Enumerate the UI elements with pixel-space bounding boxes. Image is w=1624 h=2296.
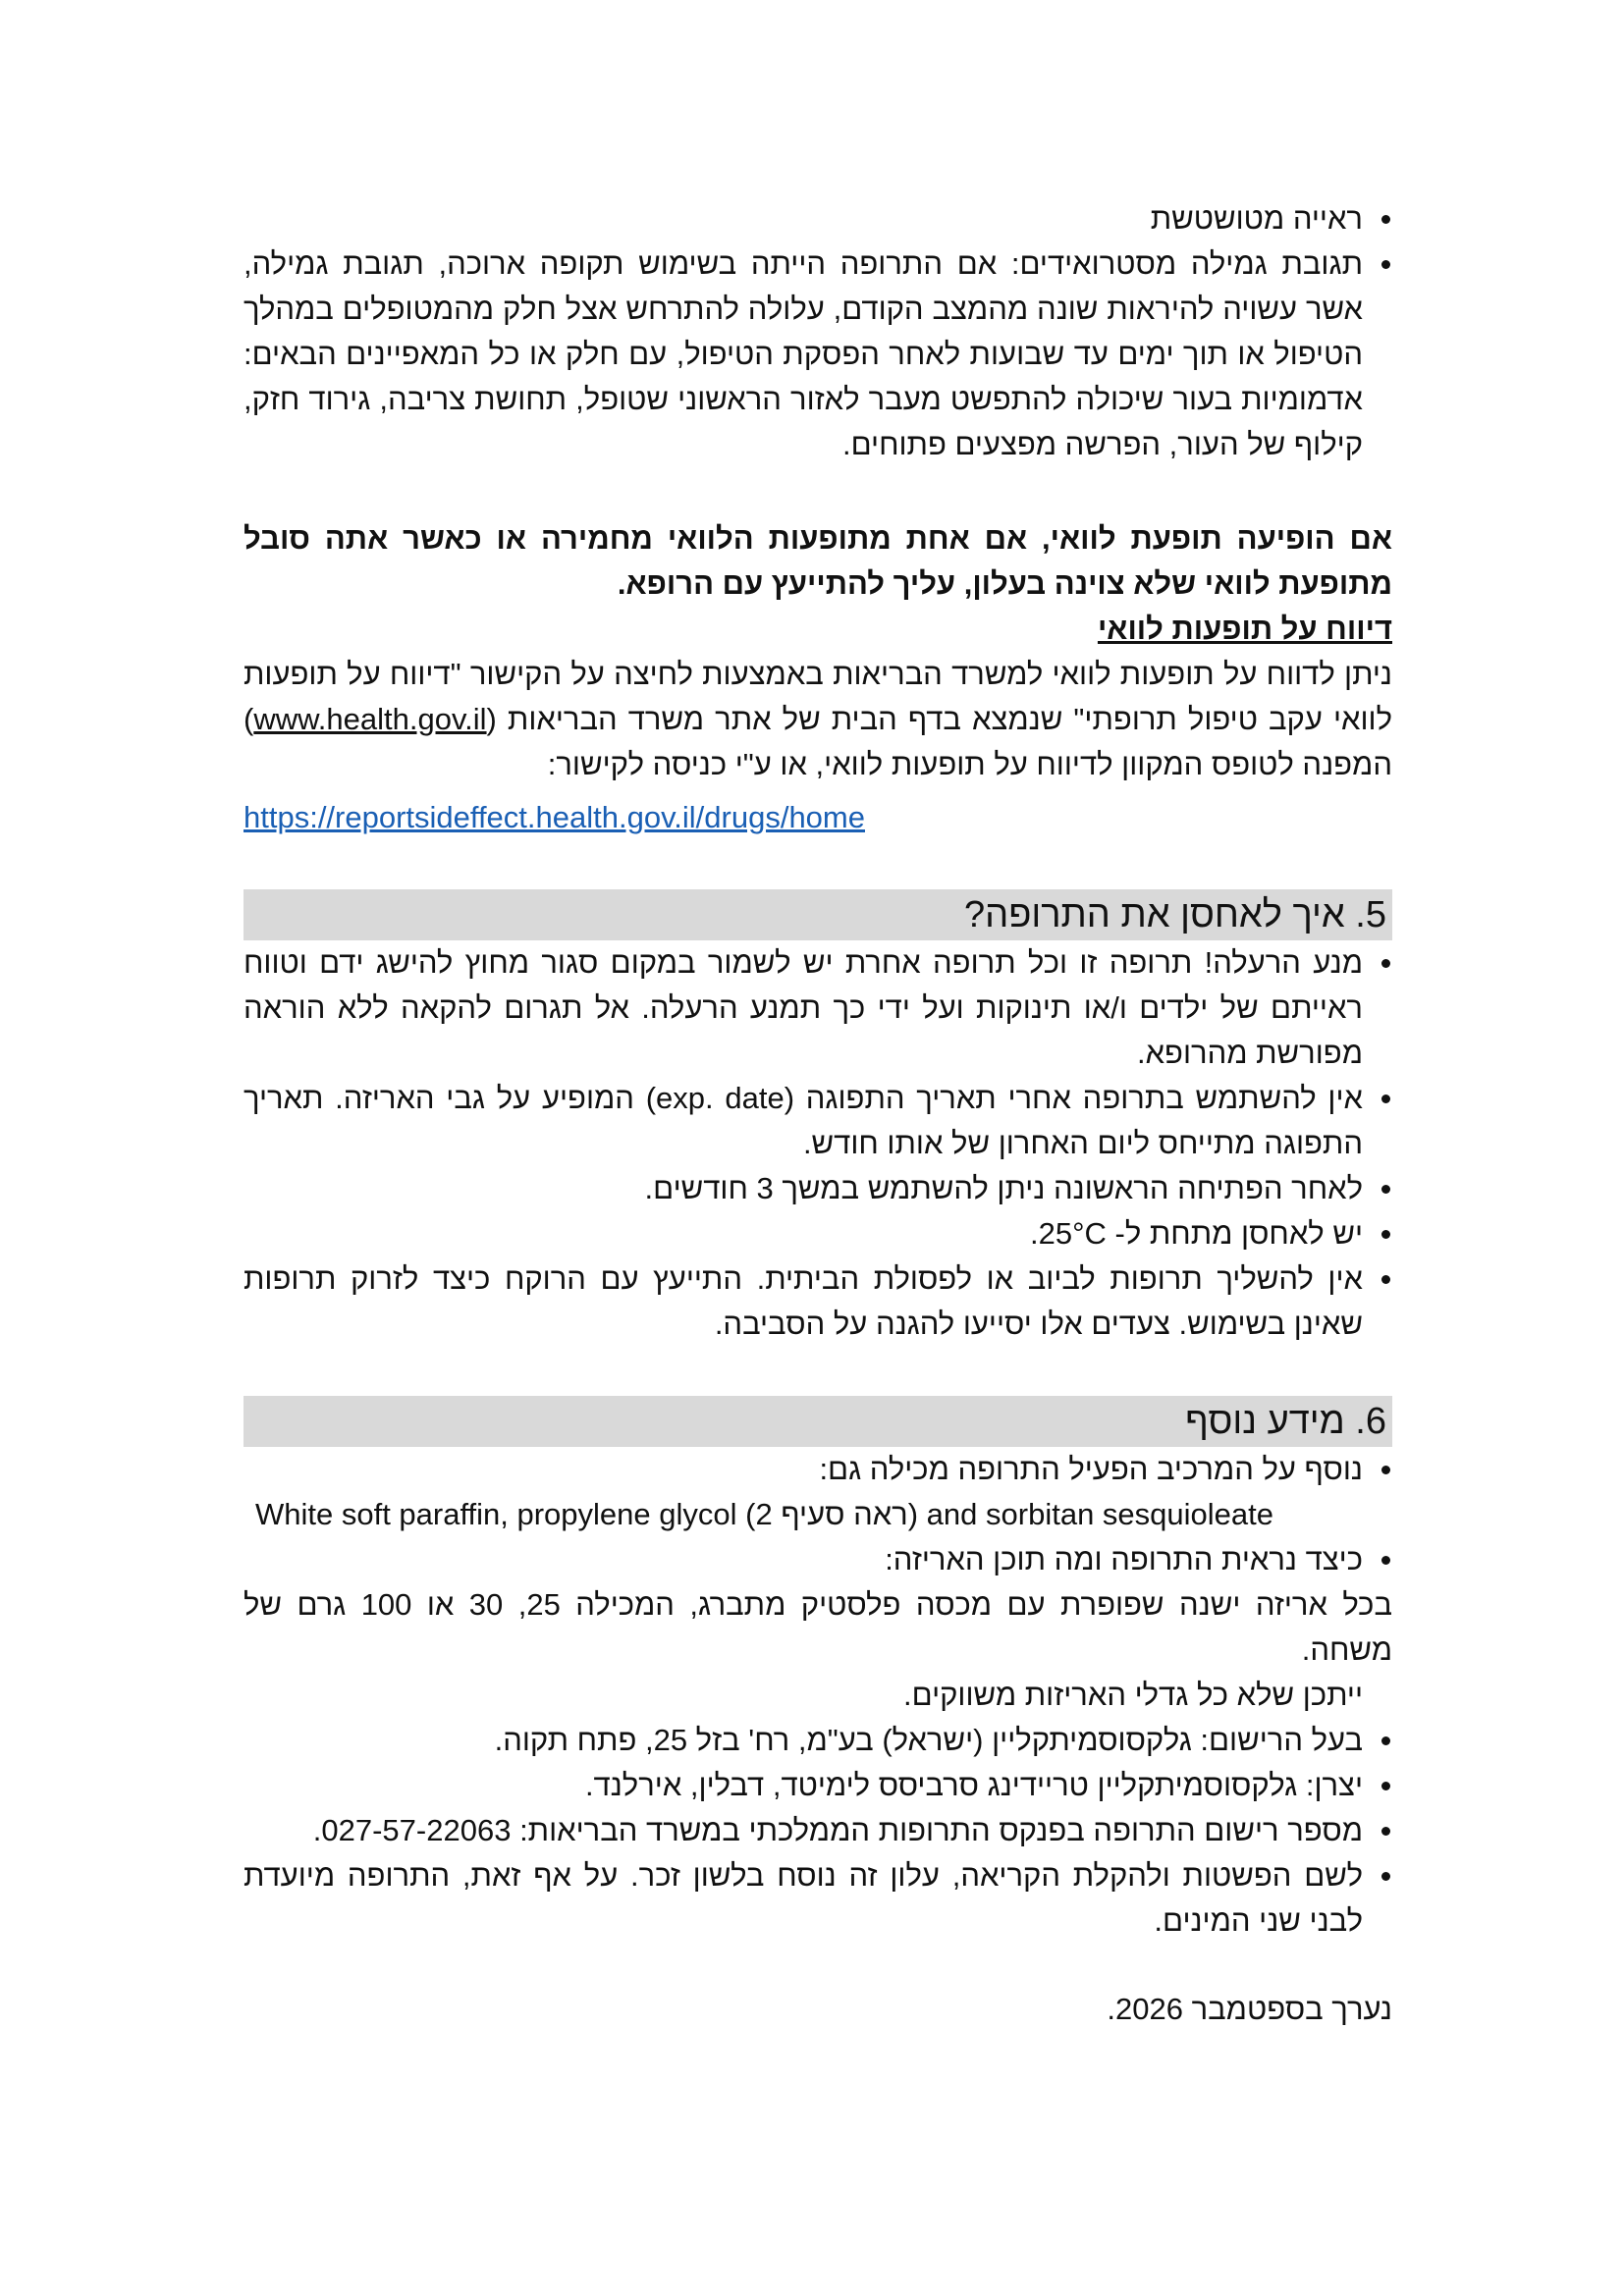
reporting-text-after: ) המפנה לטופס המקוון לדיווח על תופעות לוואי, או ע"י כניסה לקישור: <box>244 702 1392 781</box>
section-6-heading: 6. מידע נוסף <box>244 1396 1392 1447</box>
reporting-text-before: ניתן לדווח על תופעות לוואי למשרד הבריאות באמצעות לחיצה על הקישור "דיווח על תופעות לוואי עקב טיפול תרופתי" שנמצא בדף הבית של אתר משרד הבריאות ( <box>244 657 1392 736</box>
gender-note: לשם הפשטות ולהקלת הקריאה, עלון זה נוסח בלשון זכר. על אף זאת, התרופה מיועדת לבני שני המינים. <box>244 1853 1392 1944</box>
appearance-note: ייתכן שלא כל גדלי האריזות משווקים. <box>903 1678 1363 1712</box>
storage-list <box>244 940 1392 1347</box>
registration-list <box>244 1718 1392 1944</box>
report-side-effect-link[interactable]: https://reportsideffect.health.gov.il/drugs/home <box>244 800 865 834</box>
storage-item: אין להשתמש בתרופה אחרי תאריך התפוגה (exp. date) המופיע על גבי האריזה. תאריך התפוגה מתייחס ליום האחרון של אותו חודש. <box>244 1076 1392 1166</box>
ingredients-label: נוסף על המרכיב הפעיל התרופה מכילה גם: <box>244 1447 1392 1492</box>
manufacturer: יצרן: גלקסוסמיתקליין טריידינג סרביסס לימיטד, דבלין, אירלנד. <box>244 1763 1392 1808</box>
registration-number: מספר רישום התרופה בפנקס התרופות הממלכתי במשרד הבריאות: 027-57-22063. <box>244 1808 1392 1853</box>
side-effects-list <box>244 196 1392 467</box>
appearance-label: כיצד נראית התרופה ומה תוכן האריזה: <box>244 1537 1392 1582</box>
storage-item: יש לאחסן מתחת ל- 25°C. <box>244 1211 1392 1256</box>
reporting-heading: דיווח על תופעות לוואי <box>1097 612 1392 646</box>
registration-holder: בעל הרישום: גלקסוסמיתקליין (ישראל) בע"מ, רח' בזל 25, פתח תקוה. <box>244 1718 1392 1763</box>
side-effect-steroid-withdrawal: תגובת גמילה מסטרואידים: אם התרופה הייתה בשימוש תקופה ארוכה, תגובת גמילה, אשר עשויה להיראות שונה מהמצב הקודם, עלולה להתרחש אצל חלק מהמטופלים במהלך הטיפול או תוך ימים עד שבועות לאחר הפסקת הטיפול, עם חלק או כל המאפיינים הבאים: אדמומיות בעור שיכולה להתפשט מעבר לאזור הראשוני שטופל, תחושת צריבה, גירוד חזק, קילוף של העור, הפרשה מפצעים פתוחים. <box>244 241 1392 467</box>
appearance-list <box>244 1537 1392 1582</box>
edited-date: נערך בספטמבר 2026. <box>1107 1992 1392 2026</box>
warning-note: אם הופיעה תופעת לוואי, אם אחת מתופעות הלוואי מחמירה או כאשר אתה סובל מתופעת לוואי שלא צוינה בעלון, עליך להתייעץ עם הרופא. <box>244 521 1392 601</box>
ingredients-value: White soft paraffin, propylene glycol (ראה סעיף 2) and sorbitan sesquioleate <box>255 1497 1273 1531</box>
report-url-line <box>244 795 1392 840</box>
appearance-text: בכל אריזה ישנה שפופרת עם מכסה פלסטיק מתברג, המכילה 25, 30 או 100 גרם של משחה. <box>244 1587 1392 1667</box>
storage-item: מנע הרעלה! תרופה זו וכל תרופה אחרת יש לשמור במקום סגור מחוץ להישג ידם וטווח ראייתם של ילדים ו/או תינוקות ועל ידי כך תמנע הרעלה. אל תגרום להקאה ללא הוראה מפורשת מהרופא. <box>244 940 1392 1076</box>
health-site-link[interactable]: www.health.gov.il <box>253 702 487 736</box>
storage-item: אין להשליך תרופות לביוב או לפסולת הביתית. התייעץ עם הרוקח כיצד לזרוק תרופות שאינן בשימוש. צעדים אלו יסייעו להגנה על הסביבה. <box>244 1256 1392 1347</box>
leaflet-content <box>244 196 1392 2032</box>
additional-info-list <box>244 1447 1392 1492</box>
storage-item: לאחר הפתיחה הראשונה ניתן להשתמש במשך 3 חודשים. <box>244 1166 1392 1211</box>
reporting-paragraph <box>244 652 1392 787</box>
section-5-heading: 5. איך לאחסן את התרופה? <box>244 889 1392 940</box>
side-effect-blurred-vision: ראייה מטושטשת <box>244 196 1392 241</box>
